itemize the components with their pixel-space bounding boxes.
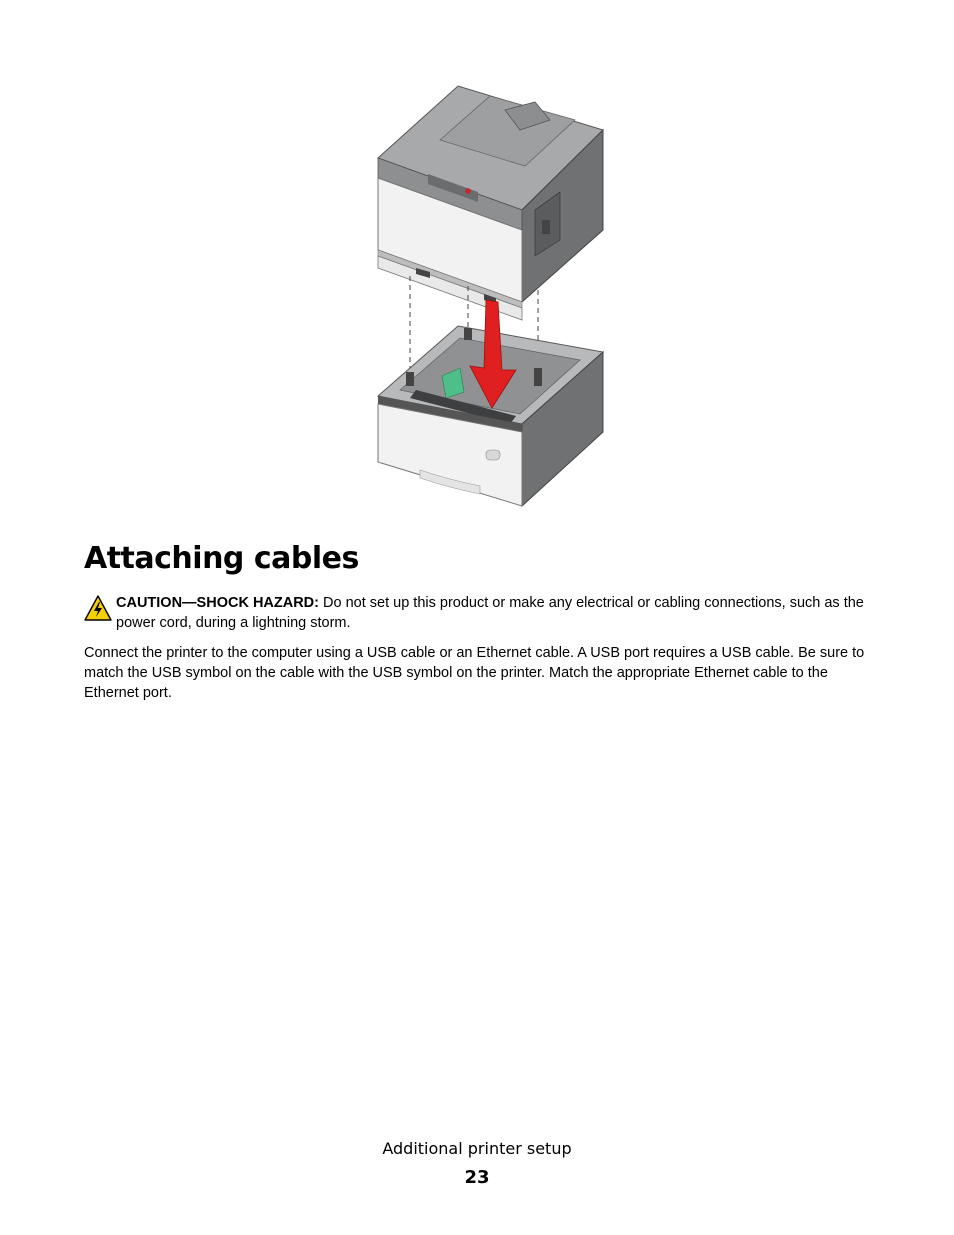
footer-section-title: Additional printer setup xyxy=(382,1139,572,1158)
section-heading: Attaching cables xyxy=(84,541,359,576)
printer-image xyxy=(378,86,603,320)
body-paragraph: Connect the printer to the computer using a USB cable or an Ethernet cable. A USB port requires a USB cable. Be sure to match the USB symbol on the cable with the USB symbol on the printer. Match the appropriate Ethernet cable to the Ethernet port. xyxy=(84,645,865,701)
caution-label: CAUTION—SHOCK HAZARD: xyxy=(116,595,319,611)
caution-text xyxy=(116,594,874,633)
caution-body: Do not set up this product or make any electrical or cabling connections, such as the power cord, during a lightning storm. xyxy=(116,595,864,631)
warning-shock-icon xyxy=(84,595,112,621)
caution-notice xyxy=(84,594,874,633)
page-number: 23 xyxy=(464,1167,490,1188)
printer-tray-illustration xyxy=(360,80,620,515)
